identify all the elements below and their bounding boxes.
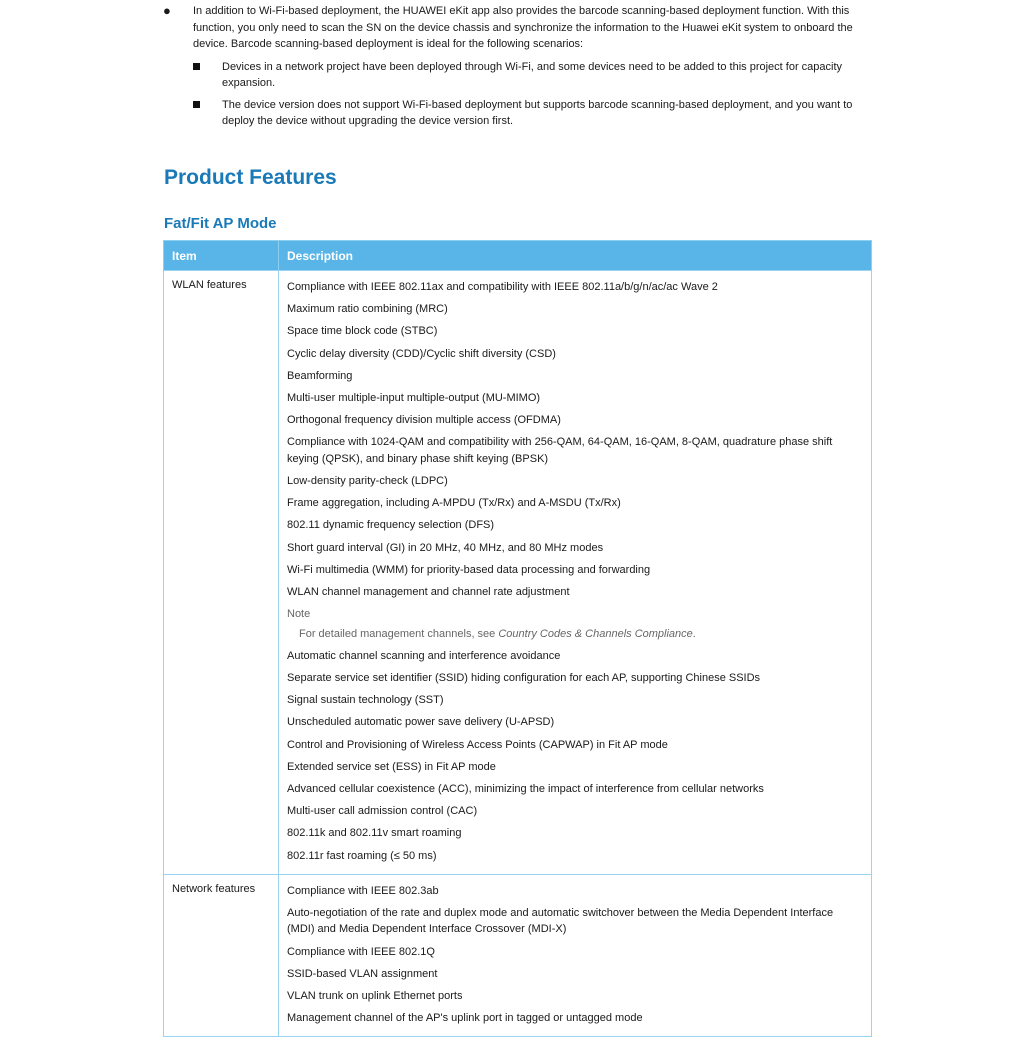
- feature-line: Maximum ratio combining (MRC): [287, 303, 448, 316]
- wlan-feature-list: [287, 279, 863, 600]
- feature-line: Auto-negotiation of the rate and duplex mode and automatic switchover between the Media Dependent Interface (MDI) and Media Dependent Interface Crossover (MDI-X): [287, 906, 834, 936]
- scenario-text: The device version does not support Wi-Fi-based deployment but supports barcode scanning-based deployment, and you want to deploy the device without upgrading the device version first.: [222, 98, 853, 127]
- scenario-item: [163, 59, 875, 92]
- feature-line: Compliance with 1024-QAM and compatibility with 256-QAM, 64-QAM, 16-QAM, 8-QAM, quadrature phase shift keying (QPSK), and binary phase shift keying (BPSK): [287, 436, 833, 465]
- square-bullet-icon: [193, 63, 200, 70]
- feature-line: Compliance with IEEE 802.3ab: [287, 884, 439, 897]
- description-cell: [279, 874, 872, 1037]
- feature-line: 802.11r fast roaming (≤ 50 ms): [287, 849, 437, 862]
- column-header-description: Description: [279, 241, 872, 271]
- description-cell: [279, 271, 872, 875]
- network-feature-list: [287, 883, 863, 1027]
- feature-line: WLAN channel management and channel rate adjustment: [287, 585, 570, 598]
- feature-line: VLAN trunk on uplink Ethernet ports: [287, 989, 463, 1002]
- feature-line: Orthogonal frequency division multiple access (OFDMA): [287, 414, 561, 427]
- feature-line: Automatic channel scanning and interference avoidance: [287, 649, 561, 662]
- feature-line: Extended service set (ESS) in Fit AP mode: [287, 760, 496, 773]
- feature-line: Cyclic delay diversity (CDD)/Cyclic shift diversity (CSD): [287, 347, 556, 360]
- bullet-icon: ●: [163, 3, 171, 18]
- subsection-title: Fat/Fit AP Mode: [164, 215, 277, 232]
- intro-bullet: [163, 3, 875, 53]
- item-cell: WLAN features: [164, 271, 279, 875]
- feature-line: Wi-Fi multimedia (WMM) for priority-based data processing and forwarding: [287, 563, 651, 576]
- feature-line: Signal sustain technology (SST): [287, 694, 444, 707]
- feature-line: Management channel of the AP's uplink port in tagged or untagged mode: [287, 1012, 643, 1025]
- feature-line: Low-density parity-check (LDPC): [287, 475, 448, 487]
- scenario-list: [163, 59, 875, 130]
- feature-line: Control and Provisioning of Wireless Access Points (CAPWAP) in Fit AP mode: [287, 738, 668, 751]
- table-row-network: [164, 874, 872, 1037]
- table-row-wlan: [164, 271, 872, 875]
- square-bullet-icon: [193, 101, 200, 108]
- feature-line: SSID-based VLAN assignment: [287, 967, 438, 980]
- features-table: [163, 240, 872, 1037]
- item-cell: Network features: [164, 874, 279, 1037]
- note-label: Note: [287, 608, 311, 621]
- note-prefix: For detailed management channels, see: [299, 627, 499, 640]
- feature-line: Compliance with IEEE 802.1Q: [287, 945, 435, 958]
- note-suffix: .: [692, 627, 696, 640]
- feature-line: Multi-user multiple-input multiple-output (MU-MIMO): [287, 391, 541, 404]
- table-header-row: [164, 241, 872, 271]
- feature-line: Beamforming: [287, 369, 353, 382]
- feature-line: Short guard interval (GI) in 20 MHz, 40 MHz, and 80 MHz modes: [287, 541, 604, 554]
- feature-line: Compliance with IEEE 802.11ax and compatibility with IEEE 802.11a/b/g/n/ac/ac Wave 2: [287, 281, 718, 293]
- feature-line: 802.11 dynamic frequency selection (DFS): [287, 519, 495, 532]
- feature-line: Advanced cellular coexistence (ACC), minimizing the impact of interference from cellular networks: [287, 782, 764, 795]
- note-text: [287, 626, 863, 643]
- intro-bullet-text: In addition to Wi-Fi-based deployment, the HUAWEI eKit app also provides the barcode scanning-based deployment function. With this function, you only need to scan the SN on the device chassis and synchronize the information to the Huawei eKit system to onboard the device. Barcode scanning-based deployment is ideal for the following scenarios:: [193, 5, 853, 50]
- feature-line: Separate service set identifier (SSID) hiding configuration for each AP, supporting Chinese SSIDs: [287, 672, 761, 684]
- feature-line: Multi-user call admission control (CAC): [287, 805, 478, 818]
- intro-block: [163, 3, 875, 135]
- feature-line: 802.11k and 802.11v smart roaming: [287, 827, 462, 840]
- scenario-item: [163, 97, 875, 130]
- feature-line: Unscheduled automatic power save delivery (U-APSD): [287, 716, 555, 729]
- column-header-item: Item: [164, 241, 279, 271]
- wlan-feature-list-continued: [287, 648, 863, 864]
- feature-line: Frame aggregation, including A-MPDU (Tx/Rx) and A-MSDU (Tx/Rx): [287, 497, 621, 510]
- scenario-text: Devices in a network project have been deployed through Wi-Fi, and some devices need to be added to this project for capacity expansion.: [222, 60, 843, 89]
- section-title: Product Features: [164, 166, 337, 189]
- note-link[interactable]: Country Codes & Channels Compliance: [498, 627, 693, 640]
- feature-line: Space time block code (STBC): [287, 325, 438, 338]
